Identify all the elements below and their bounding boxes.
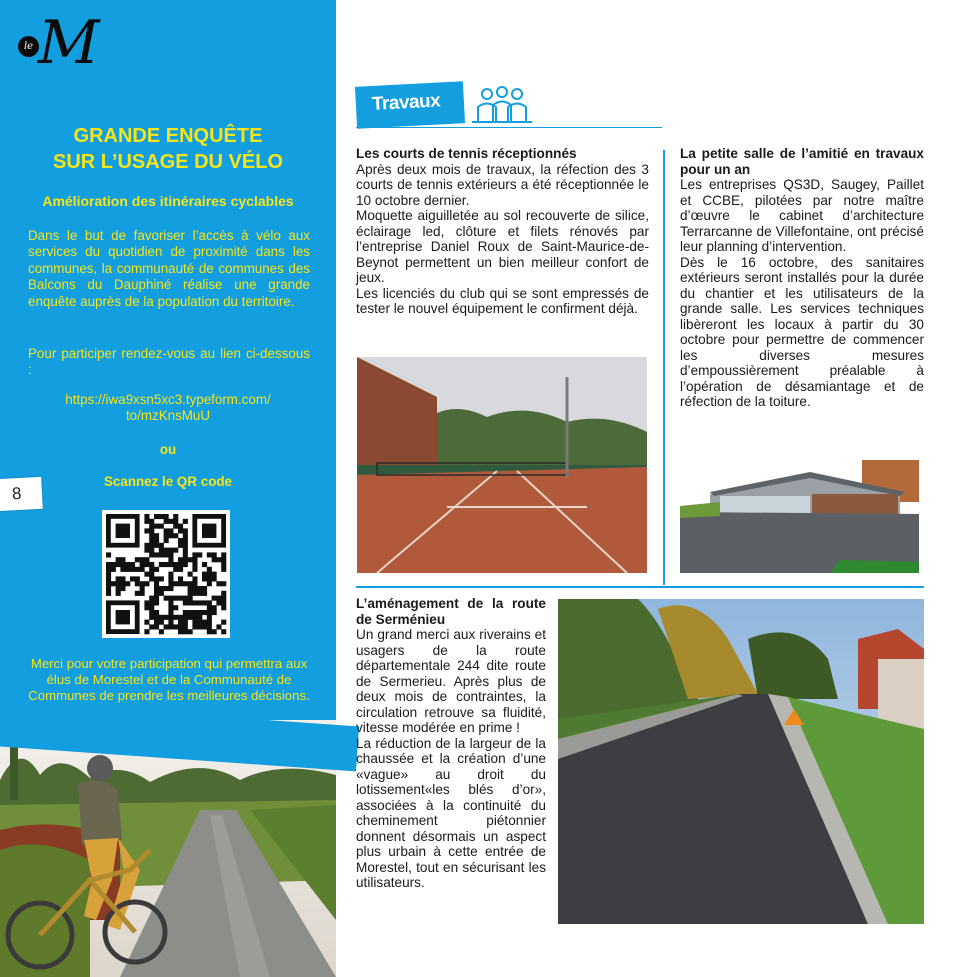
- section-tag: [355, 81, 465, 129]
- survey-link-line2[interactable]: to/mzKnsMuU: [125, 408, 211, 424]
- survey-body: Dans le but de favoriser l’accès à vélo aux services du quotidien de proximité dans les communes, la communauté de communes des Balcons du Dauphiné réalise une grande enquête auprès de la population du territoire.: [28, 228, 310, 309]
- survey-link-line1[interactable]: https://iwa9xsn5xc3.typeform.com/: [65, 392, 271, 407]
- survey-or: ou: [159, 442, 177, 457]
- article-salle: [680, 146, 924, 410]
- survey-scan-label: Scannez le QR code: [104, 474, 232, 489]
- tennis-court-photo: [357, 357, 647, 573]
- people-icon: [470, 85, 534, 125]
- article-tennis-p2: Moquette aiguilletée au sol recouverte de silice, éclairage led, clôture et filets rénovés par l’entreprise Daniel Roux de Saint-Maurice-de-Beynot permettent un bien meilleur confort de jeux.: [356, 208, 649, 285]
- survey-title: [20, 123, 316, 175]
- article-salle-p2: Dès le 16 octobre, des sanitaires extérieurs seront installés pour la durée du chantier et les utilisateurs de la grande salle. Les services techniques libèreront les locaux à partir du 30 octobre pour permettre de commencer les diverses mesures d’empoussièrement préalable à l’opération de désamiantage et de réfection de la toiture.: [680, 254, 924, 409]
- article-salle-p1: Les entreprises QS3D, Saugey, Paillet et CCBE, pilotées par notre maître d’œuvre le cabinet d’architecture Terrarcanne de Villefontaine, ont précisé leur planning d’intervention.: [680, 177, 924, 254]
- survey-thanks: Merci pour votre participation qui permettra aux élus de Morestel et de la Communauté de Communes de prendre les meilleures décisions.: [28, 656, 310, 704]
- survey-title-line2: SUR L’USAGE DU VÉLO: [52, 151, 284, 173]
- page-number: 8: [11, 483, 22, 504]
- survey-participate: Pour participer rendez-vous au lien ci-dessous :: [28, 346, 310, 378]
- qr-code[interactable]: [102, 510, 230, 638]
- article-route-title: L’aménagement de la route de Serménieu: [356, 596, 546, 627]
- row-divider: [356, 586, 924, 588]
- article-route: [356, 596, 546, 891]
- building-render-photo: [680, 432, 919, 573]
- article-tennis: [356, 146, 649, 317]
- article-salle-title: La petite salle de l’amitié en travaux pour un an: [680, 146, 924, 177]
- article-route-p1: Un grand merci aux riverains et usagers de la route départementale 244 dite route de Sermerieu. Après plus de deux mois de contraintes, la circulation retrouve sa fluidité, vitesse modérée en prime !: [356, 627, 546, 735]
- qr-code-graphic: [102, 510, 230, 638]
- logo-le: le: [18, 36, 39, 57]
- tag-underline: [356, 127, 662, 128]
- section-tag-label: Travaux: [371, 90, 441, 115]
- logo-m: M: [38, 8, 100, 78]
- article-route-p2: La réduction de la largeur de la chaussée et la création d’une «vague» au droit du lotissement«les blés d’or», associées à la continuité du cheminement piétonnier donnent désormais un aspect plus urbain à cette entrée de Morestel, tout en sécurisant les utilisateurs.: [356, 735, 546, 890]
- survey-link[interactable]: [20, 392, 316, 425]
- column-divider: [663, 150, 665, 585]
- magazine-logo: [14, 8, 104, 78]
- survey-title-line1: GRANDE ENQUÊTE: [73, 125, 263, 147]
- article-tennis-title: Les courts de tennis réceptionnés: [356, 146, 577, 161]
- article-tennis-p3: Les licenciés du club qui se sont empressés de tester le nouvel équipement le confirment déjà.: [356, 285, 649, 316]
- article-tennis-p1: Après deux mois de travaux, la réfection des 3 courts de tennis extérieurs a été réceptionnée le 10 octobre dernier.: [356, 161, 649, 208]
- road-photo: [558, 599, 924, 924]
- page-number-tab: [0, 477, 43, 511]
- survey-subtitle: Amélioration des itinéraires cyclables: [42, 193, 294, 209]
